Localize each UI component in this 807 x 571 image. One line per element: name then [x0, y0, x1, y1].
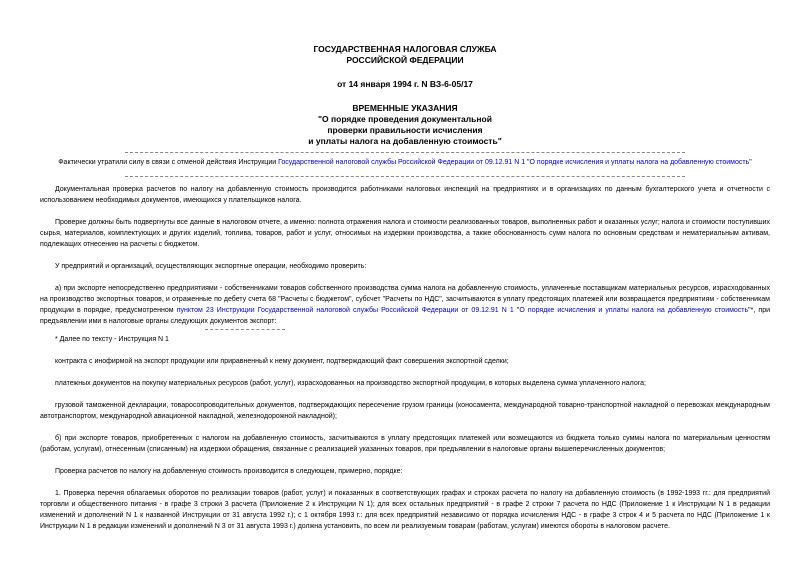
footnote-divider: [205, 329, 285, 330]
notice-quote: ": [525, 159, 530, 166]
agency-name: [40, 44, 770, 66]
paragraph-6: платежных документов на покупку материальных ресурсов (работ, услуг), израсходованных на производство экспортной продукции, в которых выделена сумма уплаченного налога;: [55, 380, 646, 387]
document-subtitle-line-1: "О порядке проведения документальной: [318, 114, 492, 124]
divider-top: [125, 152, 685, 153]
paragraph-3: У предприятий и организаций, осуществляющих экспортные операции, необходимо проверить:: [55, 263, 367, 270]
validity-notice: [40, 157, 770, 168]
paragraph-4: [40, 283, 770, 327]
agency-line-2: РОССИЙСКОЙ ФЕДЕРАЦИИ: [346, 55, 464, 65]
divider-bottom: [125, 176, 685, 177]
footnote: * Далее по тексту - Инструкция N 1: [55, 336, 169, 343]
paragraph-4-quote: ": [513, 307, 520, 314]
paragraph-7: грузовой таможенной декларации, товаросопроводительных документов, подтверждающих пересечение грузом границы (коносамента, международной товарно-транспортной накладной о перевозках международным автотранспортом, международной авиационной накладной, железнодорожной накладной);: [40, 402, 770, 420]
paragraph-8: б) при экспорте товаров, приобретенных с налогом на добавленную стоимость, засчитываются в уплату предстоящих платежей или возмещаются из бюджета только суммы налога по материальным ценностям (работам, услугам), отнесенным (списанным) на издержки обращения, связанные с реализацией указанных товаров, при предъявлении в налоговые органы вышеперечисленных документов;: [40, 435, 770, 453]
paragraph-9: Проверка расчетов по налогу на добавленную стоимость производится в следующем, примерно, порядке:: [55, 468, 403, 475]
paragraph-2: Проверке должны быть подвергнуты все данные в налоговом отчете, а именно: полнота отражения налога и стоимости реализованных товаров, выполненных работ и оказанных услуг; налога и стоимости поступивших сырья, материалов, комплектующих и других изделий, топлива, товаров, работ и услуг, относимых на издержки производства, а также обоснованность сумм налога по основным средствам и нематериальным активам, подлежащих отнесению на расчеты с бюджетом.: [40, 219, 770, 248]
instruction-link[interactable]: Государственной налоговой службы Российской Федерации от 09.12.91 N 1: [278, 159, 526, 166]
notice-quote-end: ": [749, 159, 752, 166]
paragraph-4-link-2[interactable]: О порядке исчисления и уплаты налога на добавленную стоимость: [519, 307, 749, 314]
instruction-title-link[interactable]: О порядке исчисления и уплаты налога на добавленную стоимость: [529, 159, 750, 166]
document-title: ВРЕМЕННЫЕ УКАЗАНИЯ: [352, 103, 458, 113]
document-title-block: [40, 103, 770, 147]
paragraph-4-text-b: "*, при предъявлении ими в налоговые органы следующих документов экспорт:: [40, 307, 771, 325]
paragraph-1: Документальная проверка расчетов по налогу на добавленную стоимость производится работниками налоговых инспекций на предприятиях и в организациях по данным бухгалтерского учета и отчетности с использованием необходимых документов, имеющихся у плательщиков налога.: [40, 186, 770, 204]
document-date-number: от 14 января 1994 г. N ВЗ-6-05/17: [337, 79, 473, 89]
document-body: [40, 44, 770, 532]
document-subtitle-line-3: и уплаты налога на добавленную стоимость": [308, 136, 502, 146]
paragraph-4-link-1[interactable]: пунктом 23 Инструкции Государственной налоговой службы Российской Федерации от 09.12.91 N 1: [176, 307, 514, 314]
notice-prefix: Фактически утратили силу в связи с отменой действия Инструкции: [58, 159, 279, 166]
document-subtitle-line-2: проверки правильности исчисления: [327, 125, 483, 135]
paragraph-4-text-a: а) при экспорте непосредственно предприятиями - собственниками товаров собственного производства сумма налога на добавленную стоимость, уплаченные поставщикам материальных ресурсов, израсходованных на производство экспортных товаров, и отраженные по дебету счета 68 "Расчеты с бюджетом", субсчет "Расчеты по НДС", засчитываются в уплату предстоящих платежей или возвращается предприятиям - собственникам продукции в порядке, предусмотренном: [40, 285, 770, 314]
agency-line-1: ГОСУДАРСТВЕННАЯ НАЛОГОВАЯ СЛУЖБА: [313, 44, 497, 54]
paragraph-5: контракта с инофирмой на экспорт продукции или приравненный к нему документ, подтверждающий факт совершения экспортной сделки;: [55, 358, 509, 365]
paragraph-10: 1. Проверка перечня облагаемых оборотов по реализации товаров (работ, услуг) и показанных в соответствующих графах и строках расчета по налогу на добавленную стоимость (в 1992-1993 гг.: для предприятий торговли и общественного питания - в графе 3 строки 3 расчета (Приложение 2 к Инструкции N 1); для всех остальных предприятий - в графе 2 строки 7 расчета по НДС (Приложение 1 к Инструкции N 1 в редакции изменений и дополнений N 1 к названной Инструкции от 31 августа 1992 г.); с 1 октября 1993 г.: для всех предприятий независимо от порядка исчисления НДС - в графе 3 строк 4 и 5 расчета по НДС (Приложение 1 к Инструкции N 1 в редакции изменений и дополнений N 3 от 31 августа 1993 г.) должна установить, по всем ли реализуемым товарам (работам, услугам) имеются обороты в налоговом расчете.: [40, 490, 770, 530]
